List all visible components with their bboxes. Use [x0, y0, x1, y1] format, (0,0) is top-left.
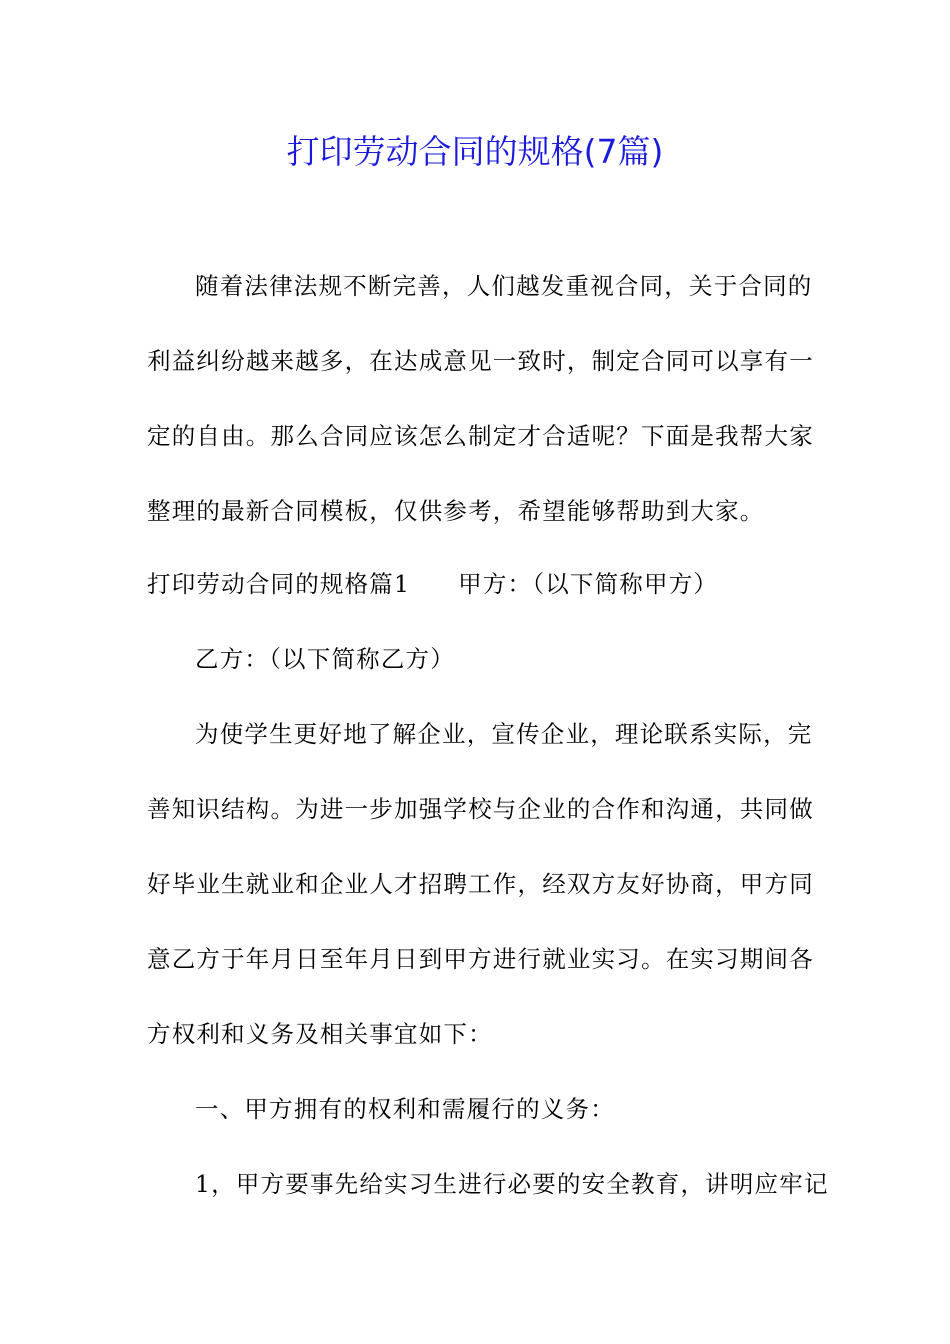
paragraph-line: 善知识结构。为进一步加强学校与企业的合作和沟通，共同做 [147, 795, 814, 823]
section-heading-line [147, 564, 807, 604]
paragraph-line: 随着法律法规不断完善，人们越发重视合同，关于合同的 [195, 272, 813, 300]
paragraph-line: 为使学生更好地了解企业，宣传企业，理论联系实际，完 [195, 720, 813, 748]
party-a-label: 甲方：（以下简称甲方） [458, 570, 719, 598]
paragraph-line: 方权利和义务及相关事宜如下： [147, 1020, 493, 1048]
clause-heading: 一、甲方拥有的权利和需履行的义务： [195, 1095, 615, 1123]
paragraph-line: 利益纠纷越来越多，在达成意见一致时，制定合同可以享有一 [147, 347, 814, 375]
paragraph-line: 好毕业生就业和企业人才招聘工作，经双方友好协商，甲方同 [147, 870, 814, 898]
party-b-label: 乙方：（以下简称乙方） [195, 645, 455, 673]
paragraph-line: 意乙方于年月日至年月日到甲方进行就业实习。在实习期间各 [147, 945, 814, 973]
paragraph-line: 整理的最新合同模板，仅供参考，希望能够帮助到大家。 [147, 497, 765, 525]
section-heading: 打印劳动合同的规格篇1 [147, 570, 411, 598]
paragraph-line: 定的自由。那么合同应该怎么制定才合适呢？下面是我帮大家 [147, 422, 814, 450]
document-title: 打印劳动合同的规格(7篇) [286, 132, 664, 171]
paragraph-line: 1，甲方要事先给实习生进行必要的安全教育，讲明应牢记 [195, 1170, 829, 1198]
